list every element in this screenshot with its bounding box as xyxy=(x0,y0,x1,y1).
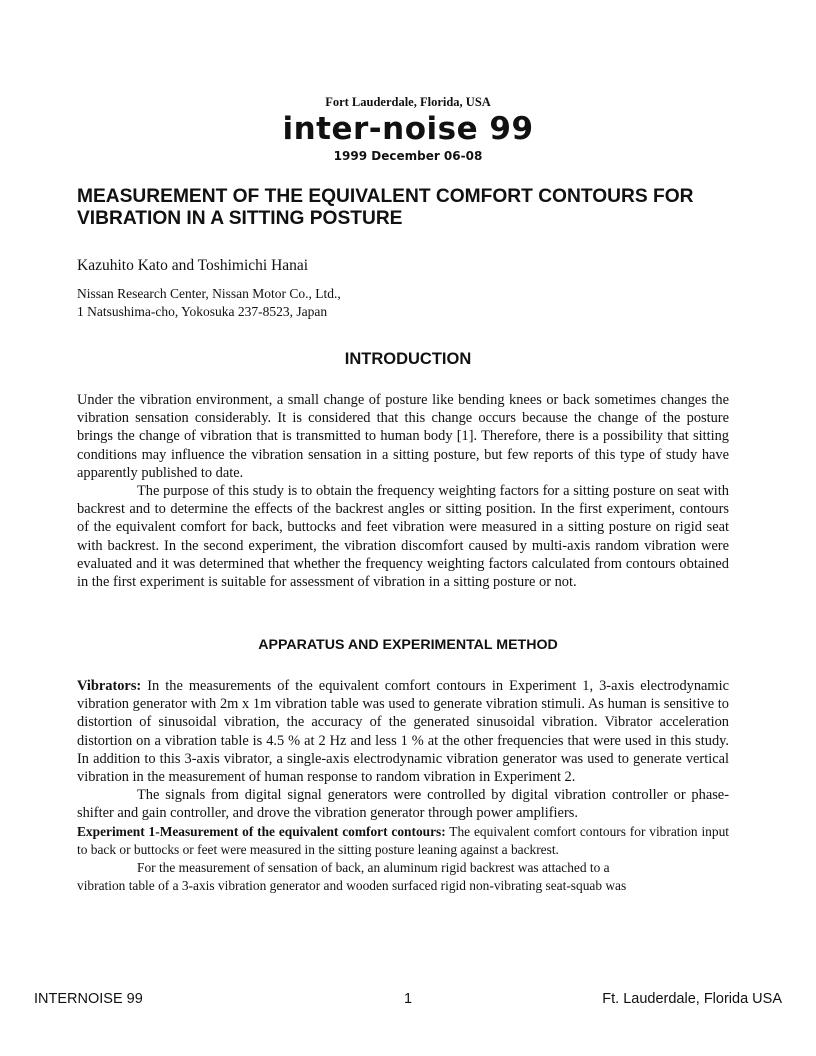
footer-conference: INTERNOISE 99 xyxy=(34,991,143,1007)
paragraph: vibration table of a 3-axis vibration generator and wooden surfaced rigid non-vibrating seat-squab was xyxy=(77,878,627,894)
paper-title: MEASUREMENT OF THE EQUIVALENT COMFORT CONTOURS FOR VIBRATION IN A SITTING POSTURE xyxy=(77,186,694,229)
conference-logo: inter-noise 99 xyxy=(282,111,534,147)
authors: Kazuhito Kato and Toshimichi Hanai xyxy=(77,257,309,274)
affiliation xyxy=(77,285,341,321)
conference-dates: 1999 December 06-08 xyxy=(333,149,483,163)
paragraph: The purpose of this study is to obtain the frequency weighting factors for a sitting posture on seat with backrest and to determine the effects of the backrest angles or sitting position. In the first experiment, contours of the equivalent comfort for back, buttocks and feet vibration were measured in a sitting posture on rigid seat with backrest. In the second experiment, the vibration discomfort caused by multi-axis random vibration were evaluated and it was determined that whether the frequency weighting factors calculated from contours obtained in the first experiment is suitable for assessment of vibration in a sitting posture or not. xyxy=(77,483,729,591)
apparatus-heading: APPARATUS AND EXPERIMENTAL METHOD xyxy=(258,637,558,653)
paragraph-text: In the measurements of the equivalent comfort contours in Experiment 1, 3-axis electrodynamic vibration generator with 2m x 1m vibration table was used to generate vibration stimuli. As human is sensitive to distortion of sinusoidal vibration, the accuracy of the generated sinusoidal vibration. Vibrator acceleration distortion on a vibration table is 4.5 % at 2 Hz and less 1 % at the other frequencies that were used in this study. In addition to this 3-axis vibrator, a single-axis electrodynamic vibration generator was used to generate vertical vibration in the measurement of human response to random vibration in Experiment 2. xyxy=(77,678,729,786)
paragraph: Under the vibration environment, a small change of posture like bending knees or back sometimes changes the vibration sensation considerably. It is considered that this change occurs because the change of the posture brings the change of vibration that is transmitted to human body [1]. Therefore, there is a possibility that sitting conditions may influence the vibration sensation in a sitting posture, but few reports of this type of study have apparently published to date. xyxy=(77,392,729,481)
apparatus-body xyxy=(77,677,729,895)
introduction-heading: INTRODUCTION xyxy=(344,350,472,368)
footer-location: Ft. Lauderdale, Florida USA xyxy=(602,991,782,1007)
paragraph: For the measurement of sensation of back, an aluminum rigid backrest was attached to a xyxy=(137,860,610,876)
affiliation-line: 1 Natsushima-cho, Yokosuka 237-8523, Japan xyxy=(77,304,328,319)
paragraph: The signals from digital signal generators were controlled by digital vibration controller or phase-shifter and gain controller, and drove the vibration generator through power amplifiers. xyxy=(77,787,729,822)
paragraph-text: The equivalent comfort contours for vibration input to back or buttocks or feet were measured in the sitting posture leaning against a backrest. xyxy=(77,823,729,857)
run-in-heading: Vibrators: xyxy=(77,678,142,694)
paragraph xyxy=(77,677,729,786)
affiliation-line: Nissan Research Center, Nissan Motor Co., Ltd., xyxy=(77,286,341,301)
paragraph xyxy=(77,823,729,859)
introduction-body xyxy=(77,391,729,591)
conference-location: Fort Lauderdale, Florida, USA xyxy=(325,95,491,109)
run-in-heading: Experiment 1-Measurement of the equivalent comfort contours: xyxy=(77,823,446,839)
page-number: 1 xyxy=(403,991,413,1007)
